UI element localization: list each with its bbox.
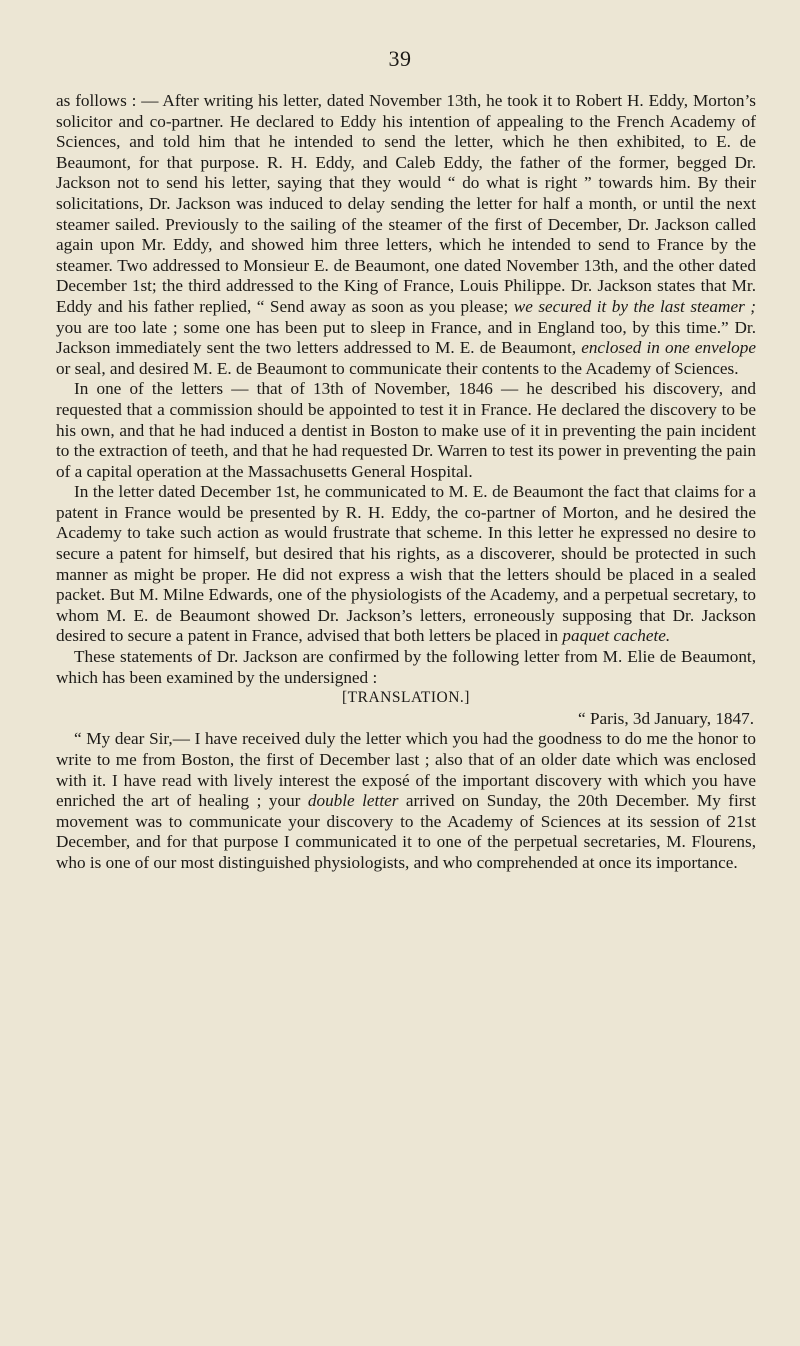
italic-text: double letter <box>307 791 399 811</box>
body-text <box>56 91 756 874</box>
letter-paragraph <box>56 729 756 873</box>
paragraph <box>56 647 756 688</box>
text-run: or seal, and desired M. E. de Beaumont to communicate their contents to the Academy of Sciences. <box>56 358 739 378</box>
text-run: you are too late ; some one has been put to sleep in France, and in England too, by this time.” Dr. Jackson immediately sent the two letters addressed to M. E. de Beaumont, <box>56 317 756 358</box>
text-run: In the letter dated December 1st, he communicated to M. E. de Beaumont the fact that claims for a patent in France would be presented by R. H. Eddy, the co-partner of Morton, and he desired the Academy to take such action as would frustrate that scheme. In this letter he expressed no desire to secure a patent for himself, but desired that his rights, as a discoverer, should be protected in such manner as might be proper. He did not express a wish that the letters should be placed in a sealed packet. But M. Milne Edwards, one of the physiologists of the Academy, and a perpetual secretary, to whom M. E. de Beaumont showed Dr. Jackson’s letters, erroneously supposing that Dr. Jackson desired to secure a patent in France, advised that both letters be placed in <box>56 482 756 646</box>
italic-text: paquet cachete. <box>562 626 671 646</box>
text-run: arrived on Sunday, the 20th December. My first movement was to communicate your discovery to the Academy of Sciences at its session of 21st December, and for that purpose I communicated it to one of the perpetual secretaries, M. Flourens, who is one of our most distinguished physiologists, and who comprehended at once its importance. <box>56 791 756 872</box>
paragraph <box>56 91 756 379</box>
page-number: 39 <box>388 46 412 71</box>
italic-text: we secured it by the last steamer ; <box>513 296 756 316</box>
text-run: “ My dear Sir,— I have received duly the letter which you had the goodness to do me the honor to write to me from Boston, the first of December last ; also that of an older date which was enclosed with it. I have read with lively interest the exposé of the important discovery with which you have enriched the art of healing ; your <box>56 729 756 811</box>
italic-text: enclosed in one envelope <box>581 338 757 358</box>
translation-heading: [TRANSLATION.] <box>342 689 470 707</box>
letter-dateline: “ Paris, 3d January, 1847. <box>578 708 754 728</box>
paragraph <box>56 482 756 647</box>
paragraph <box>56 379 756 482</box>
text-run: In one of the letters — that of 13th of November, 1846 — he described his discovery, and requested that a commission should be appointed to test it in France. He declared the discovery to be his own, and that he had induced a dentist in Boston to make use of it in preventing the pain incident to the extraction of teeth, and that he had requested Dr. Warren to test its power in preventing the pain of a capital operation at the Massachusetts General Hospital. <box>56 379 756 481</box>
text-run: These statements of Dr. Jackson are confirmed by the following letter from M. Elie de Beaumont, which has been examined by the undersigned : <box>56 647 756 687</box>
text-run: as follows : — After writing his letter, dated November 13th, he took it to Robert H. Eddy, Morton’s solicitor and co-partner. He declared to Eddy his intention of appealing to the French Academy of Sciences, and told him that he intended to send the letter, which he then exhibited, to E. de Beaumont, for that purpose. R. H. Eddy, and Caleb Eddy, the father of the former, begged Dr. Jackson not to send his letter, saying that they would “ do what is right ” towards him. By their solicitations, Dr. Jackson was induced to delay sending the letter for half a month, or until the next steamer sailed. Previously to the sailing of the steamer of the first of December, Dr. Jackson called again upon Mr. Eddy, and showed him three letters, which he intended to send to France by the steamer. Two addressed to Monsieur E. de Beaumont, one dated November 13th, and the other dated December 1st; the third addressed to the King of France, Louis Philippe. Dr. Jackson states that Mr. Eddy and his father replied, “ Send away as soon as you please; <box>56 91 756 316</box>
